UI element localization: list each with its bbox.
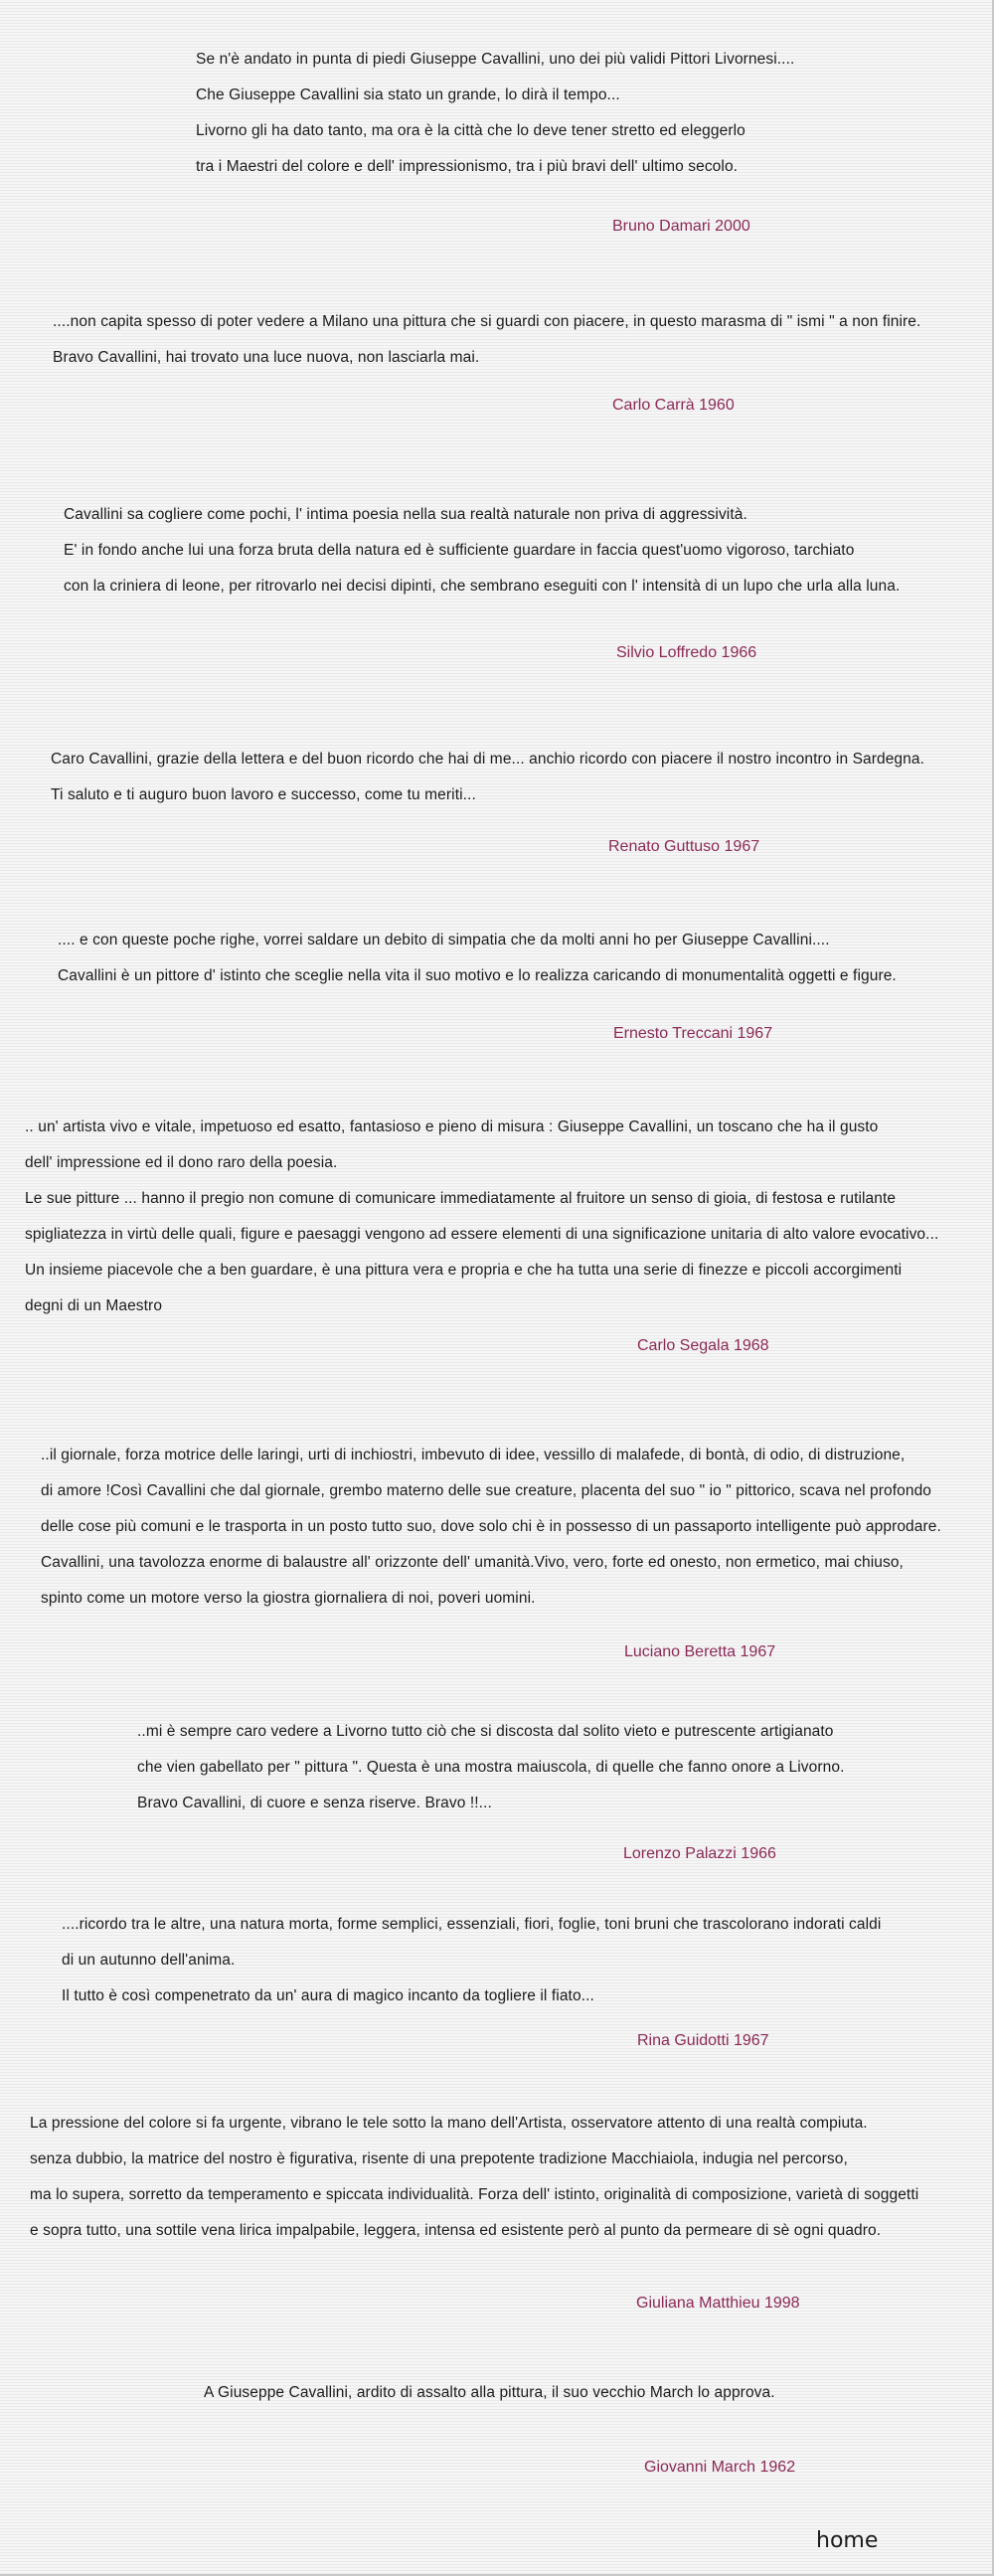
quote-text	[64, 497, 900, 604]
quote-text	[137, 1714, 844, 1821]
quote-text	[196, 42, 794, 185]
quote-line: Se n'è andato in punta di piedi Giuseppe Cavallini, uno dei più validi Pittori Livornesi....	[196, 51, 795, 68]
quote-line: dell' impressione ed il dono raro della poesia.	[25, 1154, 338, 1171]
quote-text	[51, 742, 924, 813]
quote-line: ma lo supera, sorretto da temperamento e spiccata individualità. Forza dell' istinto, originalità di composizione, varietà di soggetti	[30, 2186, 919, 2203]
quote-author: Carlo Segala 1968	[637, 1337, 769, 1354]
quote-line: Un insieme piacevole che a ben guardare, è una pittura vera e propria e che ha tutta una serie di finezze e piccoli accorgimenti	[25, 1262, 903, 1279]
quote-author: Renato Guttuso 1967	[608, 838, 760, 855]
quote-author: Luciano Beretta 1967	[624, 1643, 776, 1660]
quote-text	[25, 1110, 938, 1324]
quote-line: .... e con queste poche righe, vorrei saldare un debito di simpatia che da molti anni ho per Giuseppe Cavallini....	[58, 932, 830, 948]
quote-line: Ti saluto e ti auguro buon lavoro e successo, come tu meriti...	[51, 786, 476, 803]
quote-line: ..mi è sempre caro vedere a Livorno tutto ciò che si discosta dal solito vieto e putrescente artigianato	[137, 1723, 834, 1740]
quote-line: Cavallini, una tavolozza enorme di balaustre all' orizzonte dell' umanità.Vivo, vero, forte ed onesto, non ermetico, mai chiuso,	[41, 1554, 904, 1571]
quote-line: Che Giuseppe Cavallini sia stato un grande, lo dirà il tempo...	[196, 86, 620, 103]
quote-line: .. un' artista vivo e vitale, impetuoso ed esatto, fantasioso e pieno di misura : Giuseppe Cavallini, un toscano che ha il gusto	[25, 1118, 879, 1135]
quote-line: di amore !Così Cavallini che dal giornale, grembo materno delle sue creature, placenta del suo " io " pittorico, scava nel profondo	[41, 1482, 932, 1499]
quote-text	[30, 2106, 918, 2249]
quote-author: Rina Guidotti 1967	[637, 2032, 769, 2049]
quote-line: tra i Maestri del colore e dell' impressionismo, tra i più bravi dell' ultimo secolo.	[196, 158, 739, 175]
quote-text	[53, 304, 920, 376]
quote-author: Silvio Loffredo 1966	[616, 644, 757, 661]
quote-text	[62, 1907, 881, 2014]
quote-line: ....ricordo tra le altre, una natura morta, forme semplici, essenziali, fiori, foglie, toni bruni che trascolorano indorati caldi	[62, 1916, 882, 1933]
quote-author: Carlo Carrà 1960	[612, 397, 735, 414]
home-link[interactable]: home	[816, 2528, 879, 2553]
quote-line: senza dubbio, la matrice del nostro è figurativa, risente di una prepotente tradizione Macchiaiola, indugia nel percorso,	[30, 2150, 848, 2167]
quote-line: ....non capita spesso di poter vedere a Milano una pittura che si guardi con piacere, in questo marasma di " ismi " a non finire.	[53, 313, 921, 330]
quote-author: Giovanni March 1962	[644, 2459, 796, 2476]
quote-author: Ernesto Treccani 1967	[613, 1025, 773, 1042]
quote-line: E' in fondo anche lui una forza bruta della natura ed è sufficiente guardare in faccia quest'uomo vigoroso, tarchiato	[64, 542, 855, 559]
quote-line: ..il giornale, forza motrice delle laringi, urti di inchiostri, imbevuto di idee, vessillo di malafede, di bontà, di odio, di distruzione,	[41, 1447, 906, 1463]
quote-line: degni di un Maestro	[25, 1297, 163, 1314]
quote-line: di un autunno dell'anima.	[62, 1952, 236, 1969]
quote-line: Caro Cavallini, grazie della lettera e del buon ricordo che hai di me... anchio ricordo con piacere il nostro incontro in Sardegna.	[51, 751, 924, 768]
quote-line: Bravo Cavallini, hai trovato una luce nuova, non lasciarla mai.	[53, 349, 480, 366]
quote-line: Il tutto è così compenetrato da un' aura di magico incanto da togliere il fiato...	[62, 1987, 594, 2004]
quote-line: e sopra tutto, una sottile vena lirica impalpabile, leggera, intensa ed esistente però al punto da permeare di sè ogni quadro.	[30, 2222, 882, 2239]
quote-line: A Giuseppe Cavallini, ardito di assalto alla pittura, il suo vecchio March lo approva.	[204, 2384, 775, 2401]
quote-line: Livorno gli ha dato tanto, ma ora è la città che lo deve tener stretto ed eleggerlo	[196, 122, 746, 139]
quote-line: Cavallini sa cogliere come pochi, l' intima poesia nella sua realtà naturale non priva di aggressività.	[64, 506, 747, 523]
quote-author: Bruno Damari 2000	[612, 218, 750, 235]
quote-text	[41, 1438, 941, 1617]
quote-author: Giuliana Matthieu 1998	[636, 2295, 800, 2312]
quote-line: delle cose più comuni e le trasporta in un posto tutto suo, dove solo chi è in possesso di un passaporto intelligente può approdare.	[41, 1518, 941, 1535]
quote-line: Le sue pitture ... hanno il pregio non comune di comunicare immediatamente al fruitore un senso di gioia, di festosa e rutilante	[25, 1190, 897, 1207]
quote-author: Lorenzo Palazzi 1966	[623, 1845, 776, 1862]
quote-line: con la criniera di leone, per ritrovarlo nei decisi dipinti, che sembrano eseguiti con l' intensità di un lupo che urla alla luna.	[64, 578, 901, 595]
quote-text	[58, 923, 897, 994]
quote-text	[204, 2375, 775, 2411]
quote-line: La pressione del colore si fa urgente, vibrano le tele sotto la mano dell'Artista, osservatore attento di una realtà compiuta.	[30, 2115, 868, 2132]
quote-line: spigliatezza in virtù delle quali, figure e paesaggi vengono ad essere elementi di una significazione unitaria di alto valore evocativo...	[25, 1226, 939, 1243]
quote-line: che vien gabellato per " pittura ". Questa è una mostra maiuscola, di quelle che fanno onore a Livorno.	[137, 1759, 845, 1776]
quote-line: Cavallini è un pittore d' istinto che sceglie nella vita il suo motivo e lo realizza caricando di monumentalità oggetti e figure.	[58, 967, 897, 984]
quote-line: Bravo Cavallini, di cuore e senza riserve. Bravo !!...	[137, 1795, 492, 1811]
quote-line: spinto come un motore verso la giostra giornaliera di noi, poveri uomini.	[41, 1590, 536, 1607]
